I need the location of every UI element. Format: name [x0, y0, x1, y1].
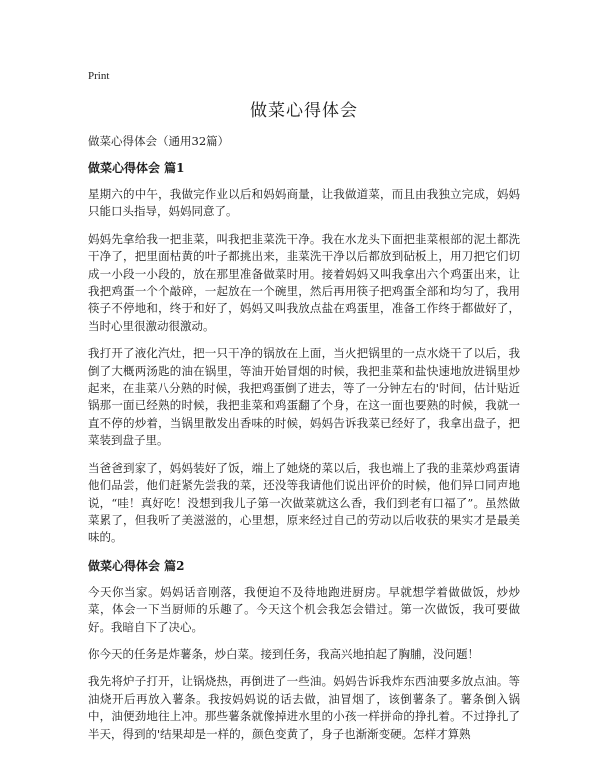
paragraph: 我打开了液化汽灶，把一只干净的锅放在上面，当火把锅里的一点水烧干了以后，我倒了大概两汤匙的油在锅里，等油开始冒烟的时候，我把韭菜和盐快速地放进锅里炒起来，在韭菜八分熟的时候，我把鸡蛋倒了进去，等了一分钟左右的'时间，估计贴近锅那一面已经熟的时候，我把韭菜和鸡蛋翻了个身，在这一面也要熟的时候，我就一直不停的炒着，当锅里散发出香味的时候，妈妈告诉我菜已经好了，我拿出盘子，把菜装到盘子里。	[88, 346, 520, 448]
section-1	[88, 159, 520, 547]
paragraph: 你今天的任务是炸薯条，炒白菜。接到任务，我高兴地拍起了胸脯，没问题！	[88, 646, 479, 661]
paragraph: 妈妈先拿给我一把韭菜，叫我把韭菜洗干净。我在水龙头下面把韭菜根部的泥土都洗干净了，把里面枯黄的叶子都挑出来，韭菜洗干净以后都放到砧板上，用刀把它们切成一小段一小段的，放在那里准备做菜时用。接着妈妈又叫我拿出六个鸡蛋出来，让我把鸡蛋一个个敲碎，一起放在一个碗里，然后再用筷子把鸡蛋全部和均匀了，我用筷子不停地和，终于和好了，妈妈又叫我放点盐在鸡蛋里，准备工作终于都做好了，当时心里很激动很激动。	[88, 231, 520, 333]
paragraph: 当爸爸到家了，妈妈装好了饭，端上了她烧的菜以后，我也端上了我的韭菜炒鸡蛋请他们品尝，他们赶紧先尝我的菜，还没等我请他们说出评价的时候，他们异口同声地说，“哇！真好吃！没想到我儿子第一次做菜就这么香，我们到老有口福了”。虽然做菜累了，但我听了美滋滋的，心里想，原来经过自己的劳动以后收获的果实才是最美味的。	[88, 460, 520, 545]
section-2	[88, 557, 520, 743]
section-heading: 做菜心得体会 篇1	[88, 161, 185, 175]
paragraph: 我先将炉子打开，让锅烧热，再倒进了一些油。妈妈告诉我炸东西油要多放点油。等油烧开后再放入薯条。我按妈妈说的话去做，油冒烟了，该倒薯条了。薯条倒入锅中，油便劲地往上冲。那些薯条就像掉进水里的小孩一样拼命的挣扎着。不过挣扎了半天，得到的'结果却是一样的，颜色变黄了，身子也渐渐变硬。怎样才算熟	[88, 674, 520, 741]
paragraph: 今天你当家。妈妈话音刚落，我便迫不及待地跑进厨房。早就想学着做做饭，炒炒菜，体会一下当厨师的乐趣了。今天这个机会我怎会错过。第一次做饭，我可要做好。我暗自下了决心。	[88, 584, 520, 634]
paragraph: 星期六的中午，我做完作业以后和妈妈商量，让我做道菜，而且由我独立完成，妈妈只能口头指导，妈妈同意了。	[88, 187, 520, 219]
document-body	[88, 132, 520, 753]
section-heading: 做菜心得体会 篇2	[88, 558, 185, 573]
document-subtitle: 做菜心得体会（通用32篇）	[88, 134, 230, 148]
page-title: 做菜心得体会	[250, 101, 358, 121]
print-link[interactable]: Print	[88, 70, 110, 82]
